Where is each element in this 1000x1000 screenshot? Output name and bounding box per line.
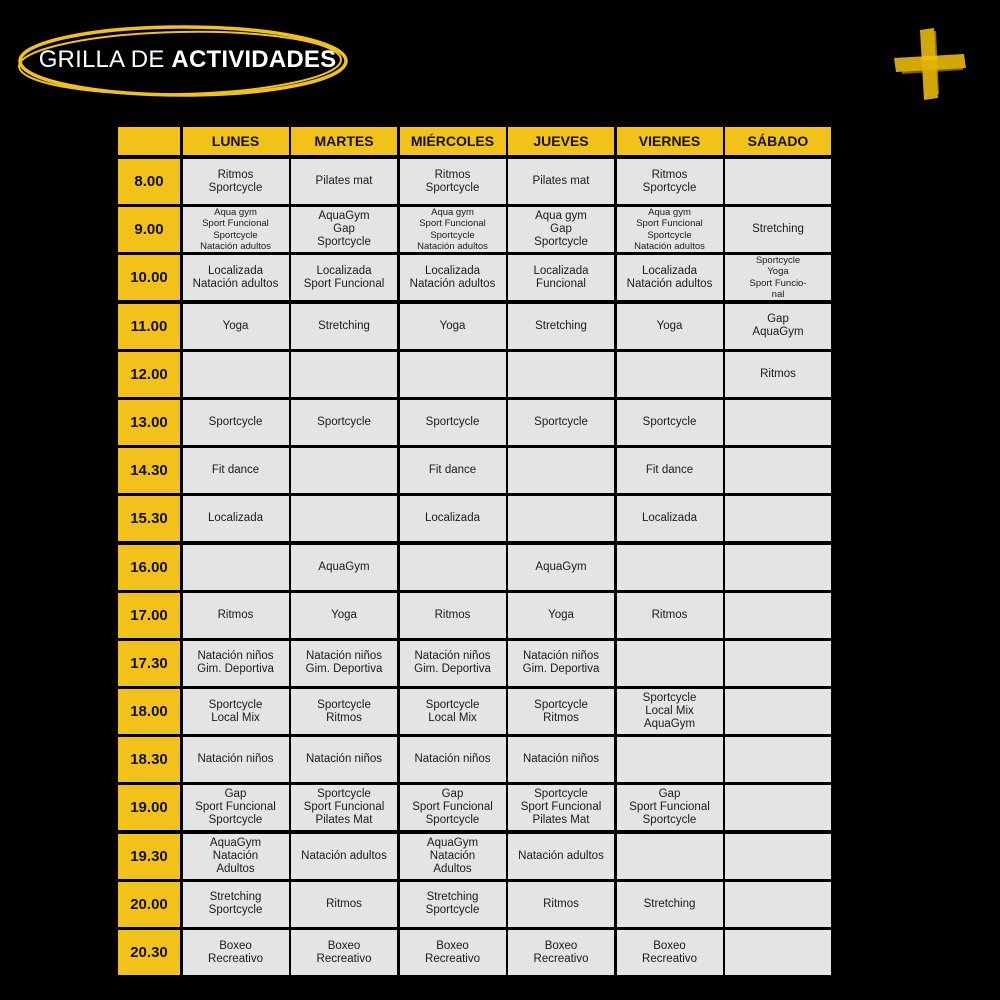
activity-cell bbox=[725, 545, 831, 590]
activity-cell bbox=[183, 352, 289, 397]
day-header: LUNES bbox=[183, 127, 289, 155]
activity-cell: Fit dance bbox=[183, 448, 289, 493]
time-label: 19.00 bbox=[118, 785, 180, 830]
time-label: 16.00 bbox=[118, 545, 180, 590]
activity-cell: Ritmos Sportcycle bbox=[183, 159, 289, 204]
activity-cell: Gap Sport Funcional Sportcycle bbox=[400, 785, 506, 830]
activity-cell bbox=[508, 496, 614, 541]
activity-cell bbox=[291, 496, 397, 541]
activity-cell: AquaGym Gap Sportcycle bbox=[291, 207, 397, 252]
activity-cell: Natación niños bbox=[183, 737, 289, 782]
activity-cell: Aqua gym Sport Funcional Sportcycle Natación adultos bbox=[400, 207, 506, 252]
time-label: 18.00 bbox=[118, 689, 180, 734]
schedule-grid bbox=[118, 127, 831, 978]
activity-cell: Sportcycle Ritmos bbox=[291, 689, 397, 734]
activity-cell: Boxeo Recreativo bbox=[291, 930, 397, 975]
activity-cell: Gap Sport Funcional Sportcycle bbox=[617, 785, 723, 830]
activity-cell: Ritmos bbox=[291, 882, 397, 927]
activity-cell: Localizada Funcional bbox=[508, 255, 614, 300]
activity-cell: Sportcycle Yoga Sport Funcio- nal bbox=[725, 255, 831, 300]
activity-cell bbox=[617, 352, 723, 397]
activity-cell: Pilates mat bbox=[508, 159, 614, 204]
day-header: MIÉRCOLES bbox=[400, 127, 506, 155]
activity-cell: Natación adultos bbox=[291, 834, 397, 879]
activity-cell: Natación niños Gim. Deportiva bbox=[508, 641, 614, 686]
activity-cell: Aqua gym Gap Sportcycle bbox=[508, 207, 614, 252]
activity-cell: Stretching Sportcycle bbox=[400, 882, 506, 927]
activity-cell bbox=[617, 641, 723, 686]
activity-cell: Ritmos bbox=[400, 593, 506, 638]
activity-cell: Sportcycle bbox=[183, 400, 289, 445]
activity-cell: Sportcycle Local Mix bbox=[183, 689, 289, 734]
title-badge bbox=[10, 22, 350, 106]
activity-cell: Yoga bbox=[617, 304, 723, 349]
activity-cell: Sportcycle Local Mix bbox=[400, 689, 506, 734]
plus-logo-icon bbox=[890, 28, 970, 100]
time-label: 15.30 bbox=[118, 496, 180, 541]
time-label: 10.00 bbox=[118, 255, 180, 300]
activity-cell: Ritmos bbox=[725, 352, 831, 397]
activity-cell: Ritmos bbox=[183, 593, 289, 638]
activity-cell: AquaGym bbox=[508, 545, 614, 590]
activity-cell bbox=[400, 545, 506, 590]
day-header: SÁBADO bbox=[725, 127, 831, 155]
activity-cell: Natación niños Gim. Deportiva bbox=[183, 641, 289, 686]
time-label: 12.00 bbox=[118, 352, 180, 397]
activity-cell: Stretching bbox=[725, 207, 831, 252]
activity-cell: Stretching bbox=[291, 304, 397, 349]
activity-cell: Fit dance bbox=[400, 448, 506, 493]
time-label: 11.00 bbox=[118, 304, 180, 349]
activity-cell: Natación niños bbox=[508, 737, 614, 782]
time-label: 17.00 bbox=[118, 593, 180, 638]
activity-cell: Sportcycle bbox=[291, 400, 397, 445]
activity-cell bbox=[291, 352, 397, 397]
time-label: 13.00 bbox=[118, 400, 180, 445]
activity-cell bbox=[725, 882, 831, 927]
activity-cell bbox=[725, 448, 831, 493]
activity-cell: Stretching bbox=[508, 304, 614, 349]
activity-cell: Gap Sport Funcional Sportcycle bbox=[183, 785, 289, 830]
activity-cell: Sportcycle Ritmos bbox=[508, 689, 614, 734]
activity-cell: Yoga bbox=[291, 593, 397, 638]
activity-cell: Fit dance bbox=[617, 448, 723, 493]
activity-cell bbox=[725, 593, 831, 638]
activity-cell: Localizada bbox=[183, 496, 289, 541]
activity-cell: Pilates mat bbox=[291, 159, 397, 204]
activity-cell: Aqua gym Sport Funcional Sportcycle Natación adultos bbox=[617, 207, 723, 252]
activity-cell bbox=[617, 834, 723, 879]
activity-cell bbox=[725, 737, 831, 782]
activity-cell: Ritmos Sportcycle bbox=[400, 159, 506, 204]
time-label: 8.00 bbox=[118, 159, 180, 204]
activity-cell bbox=[508, 352, 614, 397]
activity-cell: Stretching bbox=[617, 882, 723, 927]
day-header: JUEVES bbox=[508, 127, 614, 155]
activity-cell: Sportcycle Local Mix AquaGym bbox=[617, 689, 723, 734]
activity-cell bbox=[725, 159, 831, 204]
activity-cell: Stretching Sportcycle bbox=[183, 882, 289, 927]
activity-cell bbox=[183, 545, 289, 590]
activity-cell: Boxeo Recreativo bbox=[183, 930, 289, 975]
activity-cell: Boxeo Recreativo bbox=[508, 930, 614, 975]
activity-cell: Sportcycle Sport Funcional Pilates Mat bbox=[508, 785, 614, 830]
activity-cell bbox=[725, 400, 831, 445]
activity-cell bbox=[725, 834, 831, 879]
time-label: 17.30 bbox=[118, 641, 180, 686]
activity-cell: AquaGym bbox=[291, 545, 397, 590]
activity-cell: Gap AquaGym bbox=[725, 304, 831, 349]
activity-cell bbox=[725, 930, 831, 975]
activity-cell: AquaGym Natación Adultos bbox=[183, 834, 289, 879]
activity-cell: Natación niños Gim. Deportiva bbox=[400, 641, 506, 686]
time-label: 20.00 bbox=[118, 882, 180, 927]
activity-cell: AquaGym Natación Adultos bbox=[400, 834, 506, 879]
activity-cell: Sportcycle bbox=[508, 400, 614, 445]
activity-cell: Localizada Natación adultos bbox=[617, 255, 723, 300]
activity-cell bbox=[725, 496, 831, 541]
activity-cell: Boxeo Recreativo bbox=[400, 930, 506, 975]
title-light: GRILLA DE bbox=[38, 46, 172, 73]
activity-cell bbox=[725, 785, 831, 830]
page-title bbox=[10, 46, 365, 74]
activity-cell: Sportcycle Sport Funcional Pilates Mat bbox=[291, 785, 397, 830]
activity-cell: Localizada Natación adultos bbox=[183, 255, 289, 300]
activity-cell: Sportcycle bbox=[400, 400, 506, 445]
activity-cell: Natación adultos bbox=[508, 834, 614, 879]
activity-cell: Natación niños bbox=[400, 737, 506, 782]
corner-cell bbox=[118, 127, 180, 155]
activity-cell: Ritmos bbox=[617, 593, 723, 638]
activity-cell bbox=[291, 448, 397, 493]
activity-cell bbox=[400, 352, 506, 397]
time-label: 18.30 bbox=[118, 737, 180, 782]
activity-cell: Localizada Sport Funcional bbox=[291, 255, 397, 300]
activity-cell: Ritmos bbox=[508, 882, 614, 927]
activity-cell bbox=[617, 545, 723, 590]
activity-cell: Yoga bbox=[508, 593, 614, 638]
activity-cell: Ritmos Sportcycle bbox=[617, 159, 723, 204]
activity-cell: Sportcycle bbox=[617, 400, 723, 445]
time-label: 20.30 bbox=[118, 930, 180, 975]
day-header: MARTES bbox=[291, 127, 397, 155]
time-label: 14.30 bbox=[118, 448, 180, 493]
activity-cell: Localizada bbox=[400, 496, 506, 541]
activity-cell: Localizada Natación adultos bbox=[400, 255, 506, 300]
activity-cell: Aqua gym Sport Funcional Sportcycle Natación adultos bbox=[183, 207, 289, 252]
activity-cell: Natación niños bbox=[291, 737, 397, 782]
activity-cell: Yoga bbox=[183, 304, 289, 349]
time-label: 9.00 bbox=[118, 207, 180, 252]
activity-cell bbox=[725, 689, 831, 734]
time-label: 19.30 bbox=[118, 834, 180, 879]
activity-cell bbox=[725, 641, 831, 686]
day-header: VIERNES bbox=[617, 127, 723, 155]
activity-cell: Yoga bbox=[400, 304, 506, 349]
activity-cell bbox=[508, 448, 614, 493]
title-bold: ACTIVIDADES bbox=[171, 46, 337, 73]
activity-cell: Boxeo Recreativo bbox=[617, 930, 723, 975]
activity-cell bbox=[617, 737, 723, 782]
activity-cell: Localizada bbox=[617, 496, 723, 541]
activity-cell: Natación niños Gim. Deportiva bbox=[291, 641, 397, 686]
